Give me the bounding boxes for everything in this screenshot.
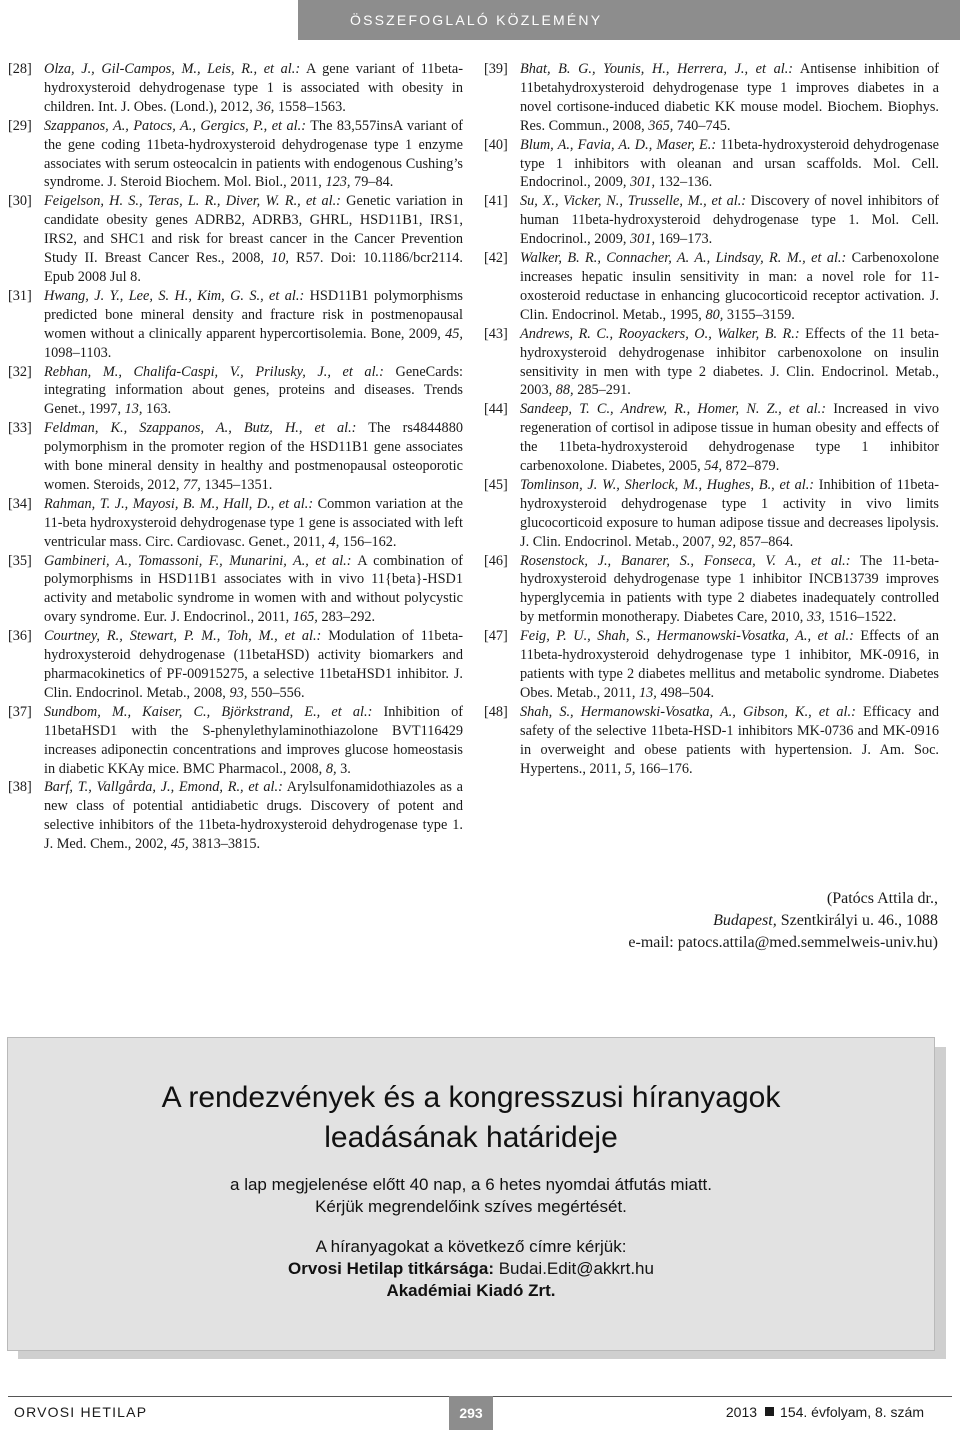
reference-text xyxy=(520,703,939,779)
reference-item xyxy=(8,627,463,703)
author-name: (Patócs Attila dr., xyxy=(826,890,938,907)
reference-authors: Blum, A., Favia, A. D., Maser, E.: xyxy=(520,136,717,153)
reference-text xyxy=(520,627,939,703)
reference-number: [35] xyxy=(8,552,32,569)
reference-item xyxy=(484,703,939,779)
reference-item xyxy=(484,249,939,325)
reference-title: Common variation at the 11-beta hydroxysteroid dehydrogenase type 1 gene is associated with left ventricular mass. Circ. Cardiovasc. Genet., 2011, xyxy=(44,495,463,550)
reference-number: [42] xyxy=(484,250,508,267)
reference-number: [32] xyxy=(8,363,32,380)
reference-text xyxy=(44,552,463,628)
reference-text xyxy=(44,778,463,854)
square-bullet-icon xyxy=(765,1407,774,1416)
reference-volume: 301, xyxy=(630,231,656,248)
reference-authors: Rosenstock, J., Banarer, S., Fonseca, V. A., et al.: xyxy=(520,552,851,569)
reference-item xyxy=(8,363,463,420)
deadline-notice-box xyxy=(7,1037,935,1351)
reference-text xyxy=(520,400,939,476)
reference-title: Increased in vivo regeneration of cortisol in adipose tissue in human obesity and effects of the 11beta-hydroxysteroid dehydrogenase type 1 inhibitor carbenoxolone. Diabetes, 2005, xyxy=(520,401,939,475)
reference-item xyxy=(8,60,463,117)
reference-number: [34] xyxy=(8,495,32,512)
reference-title: Inhibition of 11beta-hydroxysteroid dehydrogenase type 1 activity in vivo limits glucocorticoid exposure to human adipose tissue and decreases lipolysis. J. Clin. Endocrinol. Metab., 2007, xyxy=(520,476,939,550)
reference-title: Arylsulfonamidothiazoles as a new class of potential antidiabetic drugs. Discovery of potent and selective inhibitors of the 11beta-hydroxysteroid dehydrogenase type 1. J. Med. Chem., 2002, xyxy=(44,779,464,853)
reference-pages: 166–176. xyxy=(635,760,693,777)
reference-pages: 163. xyxy=(142,401,172,418)
issue-volume: 154. évfolyam, 8. szám xyxy=(780,1404,924,1420)
reference-text xyxy=(44,192,463,287)
author-street: Szentkirályi u. 46., 1088 xyxy=(776,912,938,929)
notice-address-line1: A híranyagokat a következő címre kérjük: xyxy=(315,1237,627,1256)
reference-title: 11beta-hydroxysteroid dehydrogenase type 1 inhibitors with oleanan and ursan scaffolds. Mol. Cell. Endocrinol., 2009, xyxy=(520,136,939,191)
notice-lead-line2: Kérjük megrendelőink szíves megértését. xyxy=(315,1197,627,1216)
reference-authors: Barf, T., Vallgårda, J., Emond, R., et al.: xyxy=(44,779,283,796)
reference-number: [43] xyxy=(484,325,508,342)
reference-pages: 550–556. xyxy=(247,684,305,701)
reference-number: [44] xyxy=(484,401,508,418)
author-city: Budapest, xyxy=(713,912,777,929)
reference-title: Effects of the 11 beta-hydroxysteroid dehydrogenase inhibitor carbenoxolone on insulin sensitivity in men with type 2 diabetes. J. Clin. Endocrinol. Metab., 2003, xyxy=(520,325,939,399)
reference-pages: 857–864. xyxy=(736,533,794,550)
reference-pages: 169–173. xyxy=(655,231,713,248)
reference-item xyxy=(8,192,463,287)
reference-authors: Courtney, R., Stewart, P. M., Toh, M., et al.: xyxy=(44,628,322,645)
reference-number: [28] xyxy=(8,61,32,77)
reference-number: [41] xyxy=(484,193,508,210)
notice-title-line1: A rendezvények és a kongresszusi híranyagok xyxy=(161,1081,781,1114)
issue-info xyxy=(726,1404,924,1420)
reference-number: [29] xyxy=(8,117,32,134)
reference-item xyxy=(484,60,939,136)
reference-authors: Feigelson, H. S., Teras, L. R., Diver, W. R., et al.: xyxy=(44,193,341,210)
reference-volume: 13, xyxy=(639,684,657,701)
reference-item xyxy=(8,495,463,552)
reference-pages: 498–504. xyxy=(656,684,715,701)
reference-number: [37] xyxy=(8,703,32,720)
reference-title: The 83,557insA variant of the gene coding 11beta-hydroxysteroid dehydrogenase type 1 enzyme associates with serum osteocalcin in patients with endogenous Cushing’s syndrome. J. Steroid Biochem. Mol. Biol., 2011, xyxy=(44,117,463,191)
reference-column-right xyxy=(484,60,939,778)
notice-address-line2 xyxy=(8,1258,934,1280)
notice-publisher: Akadémiai Kiadó Zrt. xyxy=(386,1281,556,1300)
reference-pages: 3813–3815. xyxy=(188,836,261,853)
reference-volume: 54, xyxy=(704,458,723,475)
reference-pages: 156–162. xyxy=(339,533,397,550)
reference-item xyxy=(8,703,463,779)
reference-pages: 872–879. xyxy=(722,458,780,475)
reference-text xyxy=(44,419,463,495)
reference-authors: Feig, P. U., Shah, S., Hermanowski-Vosatka, A., et al.: xyxy=(520,628,854,645)
author-address xyxy=(518,888,938,954)
reference-volume: 92, xyxy=(718,533,737,550)
reference-volume: 45, xyxy=(445,325,463,342)
reference-authors: Bhat, B. G., Younis, H., Herrera, J., et al.: xyxy=(520,61,794,77)
reference-number: [38] xyxy=(8,779,32,796)
reference-volume: 13, xyxy=(124,401,143,418)
reference-number: [33] xyxy=(8,420,32,437)
reference-item xyxy=(8,117,463,193)
reference-volume: 80, xyxy=(705,306,724,323)
reference-item xyxy=(484,552,939,628)
reference-text xyxy=(44,60,463,117)
reference-volume: 165, xyxy=(292,609,318,626)
reference-volume: 45, xyxy=(170,836,189,853)
reference-number: [39] xyxy=(484,61,508,77)
reference-authors: Tomlinson, J. W., Sherlock, M., Hughes, B., et al.: xyxy=(520,476,815,493)
reference-pages: 3155–3159. xyxy=(723,306,795,323)
reference-authors: Olza, J., Gil-Campos, M., Leis, R., et al.: xyxy=(44,61,301,77)
reference-item xyxy=(8,419,463,495)
reference-authors: Rahman, T. J., Mayosi, B. M., Hall, D., et al.: xyxy=(44,495,314,512)
reference-volume: 33, xyxy=(806,609,825,626)
reference-title: Carbenoxolone increases hepatic insulin sensitivity in man: a novel role for 11-oxosteroid reductase in enhancing glucocorticoid receptor activation. J. Clin. Endocrinol. Metab., 1995, xyxy=(520,250,939,323)
reference-pages: R57. Doi: 10.1186/bcr2114. Epub 2008 Jul 8. xyxy=(44,250,463,285)
reference-volume: 5, xyxy=(624,760,636,777)
notice-address xyxy=(8,1236,934,1302)
reference-volume: 36, xyxy=(256,98,275,115)
reference-item xyxy=(484,192,939,249)
reference-number: [45] xyxy=(484,476,508,493)
reference-volume: 301, xyxy=(630,174,656,191)
section-header: ÖSSZEFOGLALÓ KÖZLEMÉNY xyxy=(298,0,960,40)
reference-item xyxy=(484,325,939,401)
reference-title: A gene variant of 11beta-hydroxysteroid dehydrogenase type 1 is associated with obesity in children. Int. J. Obes. (Lond.), 2012, xyxy=(44,61,463,115)
notice-lead-line1: a lap megjelenése előtt 40 nap, a 6 hetes nyomdai átfutás miatt. xyxy=(230,1175,712,1194)
reference-title: Antisense inhibition of 11betahydroxysteroid dehydrogenase type 1 improves diabetes in a novel cortisone-induced diabetic KK mouse model. Biochem. Biophys. Res. Commun., 2008, xyxy=(520,61,939,134)
reference-title: Genetic variation in candidate obesity genes ADRB2, ADRB3, GHRL, HSD11B1, IRS1, IRS2, and SHC1 and risk for breast cancer in the Cancer Prevention Study II. Breast Cancer Res., 2008, xyxy=(44,193,463,267)
reference-authors: Andrews, R. C., Rooyackers, O., Walker, B. R.: xyxy=(520,325,800,342)
reference-item xyxy=(484,476,939,552)
reference-volume: 77, xyxy=(183,476,201,493)
reference-text xyxy=(44,287,463,363)
reference-title: Discovery of novel inhibitors of human 11beta-hydroxysteroid dehydrogenase type 1. Mol. Cell. Endocrinol., 2009, xyxy=(520,193,939,248)
reference-text xyxy=(44,117,463,193)
reference-text xyxy=(520,192,939,249)
reference-pages: 1098–1103. xyxy=(44,344,112,361)
reference-pages: 79–84. xyxy=(350,174,394,191)
notice-email: Budai.Edit@akkrt.hu xyxy=(494,1259,654,1278)
reference-text xyxy=(520,60,939,136)
page-number: 293 xyxy=(449,1396,493,1430)
reference-volume: 4, xyxy=(328,533,340,550)
reference-pages: 132–136. xyxy=(655,174,713,191)
reference-text xyxy=(44,703,463,779)
reference-authors: Hwang, J. Y., Lee, S. H., Kim, G. S., et al.: xyxy=(44,287,305,304)
reference-number: [40] xyxy=(484,136,508,153)
notice-title xyxy=(8,1078,934,1158)
reference-item xyxy=(8,778,463,854)
reference-text xyxy=(520,136,939,193)
author-postal-address xyxy=(518,910,938,932)
reference-pages: 285–291. xyxy=(573,382,631,399)
journal-name: ORVOSI HETILAP xyxy=(14,1404,148,1420)
reference-title: Effects of an 11beta-hydroxysteroid dehydrogenase type 1 inhibitor, MK-0916, in patients with type 2 diabetes mellitus and metabolic syndrome. Diabetes Obes. Metab., 2011, xyxy=(520,628,939,701)
reference-number: [30] xyxy=(8,193,32,210)
reference-authors: Su, X., Vicker, N., Trusselle, M., et al.: xyxy=(520,193,747,210)
reference-item xyxy=(8,287,463,363)
reference-authors: Sandeep, T. C., Andrew, R., Homer, N. Z., et al.: xyxy=(520,401,826,418)
reference-authors: Feldman, K., Szappanos, A., Butz, H., et al.: xyxy=(44,420,357,437)
reference-authors: Shah, S., Hermanowski-Vosatka, A., Gibson, K., et al.: xyxy=(520,703,856,720)
notice-secretariat: Orvosi Hetilap titkársága: xyxy=(288,1259,494,1278)
reference-item xyxy=(484,627,939,703)
reference-number: [47] xyxy=(484,628,508,645)
reference-pages: 3. xyxy=(336,760,351,777)
reference-authors: Gambineri, A., Tomassoni, F., Munarini, A., et al.: xyxy=(44,552,352,569)
reference-column-left xyxy=(8,60,463,854)
reference-title: The rs4844880 polymorphism in the promoter region of the HSD11B1 gene associates with bone mineral density in healthy and postmenopausal osteoporotic women. Steroids, 2012, xyxy=(44,420,464,493)
reference-title: A combination of polymorphisms in HSD11B1 associates with in vivo 11{beta}-HSD1 activity and metabolic syndrome in women with and without polycystic ovary syndrome. Eur. J. Endocrinol., 2011, xyxy=(44,552,463,626)
reference-number: [46] xyxy=(484,552,508,569)
reference-number: [48] xyxy=(484,703,508,720)
reference-text xyxy=(520,249,939,325)
reference-volume: 88, xyxy=(555,382,574,399)
reference-volume: 123, xyxy=(325,174,351,191)
reference-text xyxy=(44,363,463,420)
reference-authors: Sundbom, M., Kaiser, C., Björkstrand, E., et al.: xyxy=(44,703,373,720)
notice-lead xyxy=(8,1174,934,1218)
issue-year: 2013 xyxy=(725,1404,758,1420)
reference-title: Inhibition of 11betaHSD1 with the S-phenylethylaminothiazolone BVT116429 increases adiponectin concentrations and improves glucose homeostasis in diabetic KKAy mice. BMC Pharmacol., 2008, xyxy=(44,703,463,777)
reference-authors: Walker, B. R., Connacher, A. A., Lindsay, R. M., et al.: xyxy=(520,250,847,267)
reference-number: [36] xyxy=(8,628,32,645)
reference-pages: 283–292. xyxy=(317,609,376,626)
reference-text xyxy=(520,476,939,552)
reference-pages: 1516–1522. xyxy=(824,609,897,626)
reference-volume: 365, xyxy=(648,117,674,134)
reference-text xyxy=(520,325,939,401)
reference-authors: Rebhan, M., Chalifa-Caspi, V., Prilusky, J., et al.: xyxy=(44,363,384,380)
reference-item xyxy=(8,552,463,628)
reference-pages: 740–745. xyxy=(673,117,731,134)
reference-title: Modulation of 11beta-hydroxysteroid dehydrogenase (11betaHSD) activity biomarkers and pharmacokinetics of PF-00915275, a selective 11betaHSD1 inhibitor. J. Clin. Endocrinol. Metab., 2008, xyxy=(44,628,463,701)
author-email: e-mail: patocs.attila@med.semmelweis-univ.hu) xyxy=(628,934,938,951)
reference-number: [31] xyxy=(8,287,32,304)
reference-text xyxy=(44,627,463,703)
notice-title-line2: leadásának határideje xyxy=(324,1121,618,1154)
reference-text xyxy=(520,552,939,628)
reference-volume: 8, xyxy=(325,760,337,777)
reference-volume: 10, xyxy=(271,250,289,267)
reference-title: The 11-beta-hydroxysteroid dehydrogenase type 1 inhibitor INCB13739 improves hyperglycemia in patients with type 2 diabetes inadequately controlled by metformin monotherapy. Diabetes Care, 2010, xyxy=(520,552,939,626)
reference-item xyxy=(484,136,939,193)
reference-item xyxy=(484,400,939,476)
reference-authors: Szappanos, A., Patocs, A., Gergics, P., et al.: xyxy=(44,117,306,134)
reference-pages: 1558–1563. xyxy=(274,98,346,115)
reference-text xyxy=(44,495,463,552)
reference-pages: 1345–1351. xyxy=(200,476,273,493)
reference-title: Efficacy and safety of the selective 11beta-HSD-1 inhibitors MK-0736 and MK-0916 in overweight and obese patients with hypertension. J. Am. Soc. Hypertens., 2011, xyxy=(520,703,939,777)
reference-volume: 93, xyxy=(229,684,248,701)
reference-title: HSD11B1 polymorphisms predicted bone mineral density and fracture risk in postmenopausal women without a clinically apparent hypercortisolemia. Bone, 2009, xyxy=(44,287,464,342)
reference-title: GeneCards: integrating information about genes, proteins and diseases. Trends Genet., 1997, xyxy=(44,363,463,418)
